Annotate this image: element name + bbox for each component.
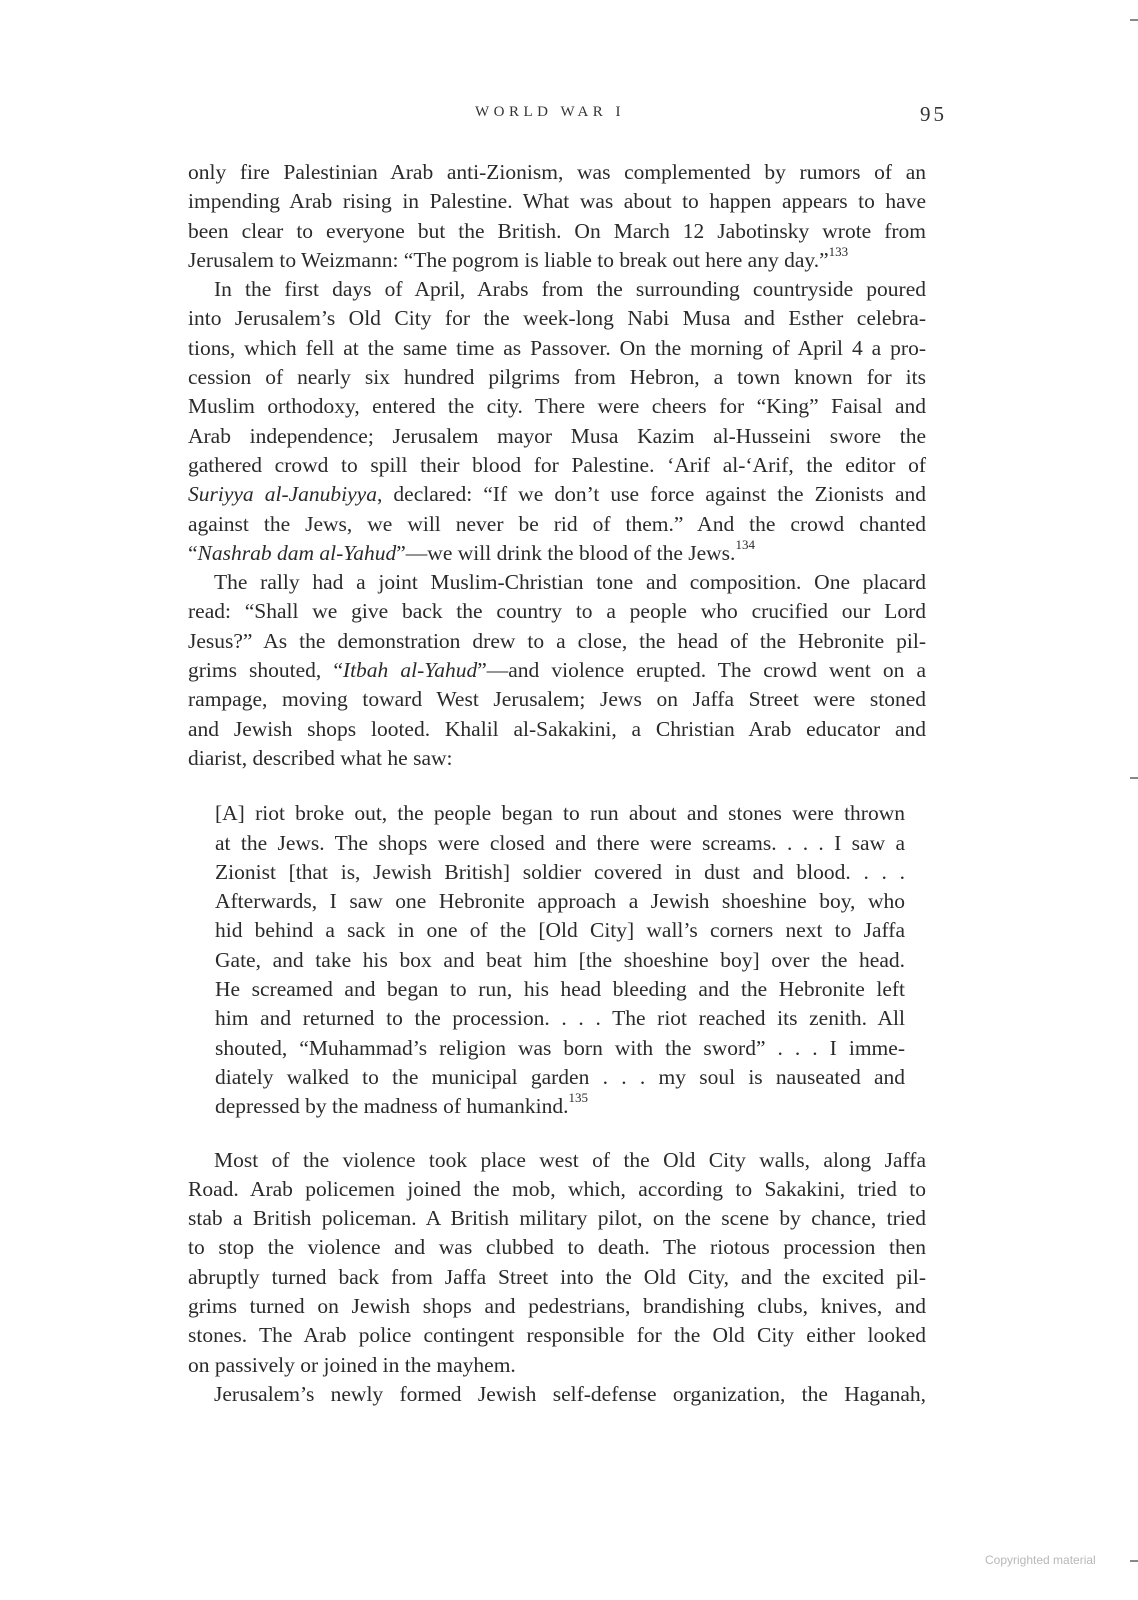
text-line: and Jewish shops looted. Khalil al-Sakakini, a Christian Arab educator and [188,716,926,741]
text-line: against the Jews, we will never be rid of them.” And the crowd chanted [188,511,926,536]
text-line: diarist, described what he saw: [188,745,453,770]
text-line [188,536,926,568]
text-line [188,480,926,509]
quote-line: Gate, and take his box and beat him [the shoeshine boy] over the head. [215,947,905,972]
italic-phrase: Itbah al-Yahud [342,658,478,683]
text-line: The rally had a joint Muslim-Christian tone and composition. One placard [214,570,926,595]
copyright-notice: Copyrighted material [985,1553,1096,1567]
quote-line: shouted, “Muhammad’s religion was born with the sword” . . . I imme- [215,1035,905,1060]
text-line: been clear to everyone but the British. On March 12 Jabotinsky wrote from [188,218,926,243]
line-text: Jerusalem to Weizmann: “The pogrom is liable to break out here any day.” [188,247,829,272]
footnote-ref[interactable]: 135 [568,1090,588,1106]
page-edge-marker [1130,19,1138,21]
paragraph [188,1380,926,1409]
footnote-ref[interactable]: 134 [735,536,755,552]
text-line: on passively or joined in the mayhem. [188,1352,516,1377]
quote-line: hid behind a sack in one of the [Old City] wall’s corners next to Jaffa [215,918,905,943]
text-line: Most of the violence took place west of the Old City walls, along Jaffa [214,1147,926,1172]
page-number: 95 [920,102,947,126]
text-line: into Jerusalem’s Old City for the week-long Nabi Musa and Esther celebra- [188,306,926,331]
text-line: grims turned on Jewish shops and pedestrians, brandishing clubs, knives, and [188,1293,926,1318]
text-line: stones. The Arab police contingent responsible for the Old City either looked [188,1323,926,1348]
text-line: to stop the violence and was clubbed to death. The riotous procession then [188,1235,926,1260]
text-line: Arab independence; Jerusalem mayor Musa Kazim al-Husseini swore the [188,423,926,448]
line-text: , declared: “If we don’t use force against the Zionists and [376,482,926,507]
text-line: In the first days of April, Arabs from the surrounding countryside poured [214,277,926,302]
quote-line: him and returned to the procession. . . . The riot reached its zenith. All [215,1006,905,1031]
text-line: Muslim orthodoxy, entered the city. There were cheers for “King” Faisal and [188,394,926,419]
text-line: only fire Palestinian Arab anti-Zionism, was complemented by rumors of an [188,160,926,184]
text-line: tions, which fell at the same time as Passover. On the morning of April 4 a pro- [188,335,926,360]
text-line: Jesus?” As the demonstration drew to a close, the head of the Hebronite pil- [188,628,926,653]
text-line: impending Arab rising in Palestine. What was about to happen appears to have [188,189,926,214]
line-text: ”—and violence erupted. The crowd went on a [477,658,927,683]
body-text [188,158,926,1409]
paragraph [188,275,926,568]
block-quote [215,799,905,1121]
text-line: gathered crowd to spill their blood for Palestine. ‘Arif al-‘Arif, the editor of [188,452,926,477]
quote-line: Zionist [that is, Jewish British] soldier covered in dust and blood. . . . [215,859,905,884]
text-line: read: “Shall we give back the country to a people who crucified our Lord [188,599,926,624]
paragraph [188,1146,926,1380]
paragraph [188,568,926,773]
running-head: WORLD WAR I [475,104,626,120]
quote-line: He screamed and began to run, his head bleeding and the Hebronite left [215,977,905,1002]
line-text: grims shouted, “ [188,658,343,683]
page-edge-marker [1130,1560,1138,1562]
page-edge-marker [1130,777,1138,779]
text-line: stab a British policeman. A British military pilot, on the scene by chance, tried [188,1206,926,1231]
italic-phrase: Nashrab dam al-Yahud [197,540,397,565]
quote-line: [A] riot broke out, the people began to run about and stones were thrown [215,801,905,826]
text-line: abruptly turned back from Jaffa Street into the Old City, and the excited pil- [188,1264,926,1289]
footnote-ref[interactable]: 133 [828,243,849,259]
text-line: rampage, moving toward West Jerusalem; Jews on Jaffa Street were stoned [188,687,926,712]
line-text: depressed by the madness of humankind. [215,1094,569,1119]
text-line: cession of nearly six hundred pilgrims from Hebron, a town known for its [188,365,926,390]
text-line [188,656,926,685]
paragraph [188,158,926,275]
line-text: ”—we will drink the blood of the Jews. [396,540,736,565]
italic-title: Suriyya al-Janubiyya [188,482,377,507]
text-line [188,243,926,275]
quote-line: at the Jews. The shops were closed and there were screams. . . . I saw a [215,830,905,855]
quote-line: diately walked to the municipal garden . . . my soul is nauseated and [215,1064,905,1089]
quote-line [215,1092,905,1121]
line-text: “ [188,540,198,565]
quote-line: Afterwards, I saw one Hebronite approach a Jewish shoeshine boy, who [215,889,905,914]
text-line: Jerusalem’s newly formed Jewish self-defense organization, the Haganah, [214,1381,926,1406]
text-line: Road. Arab policemen joined the mob, which, according to Sakakini, tried to [188,1176,926,1201]
